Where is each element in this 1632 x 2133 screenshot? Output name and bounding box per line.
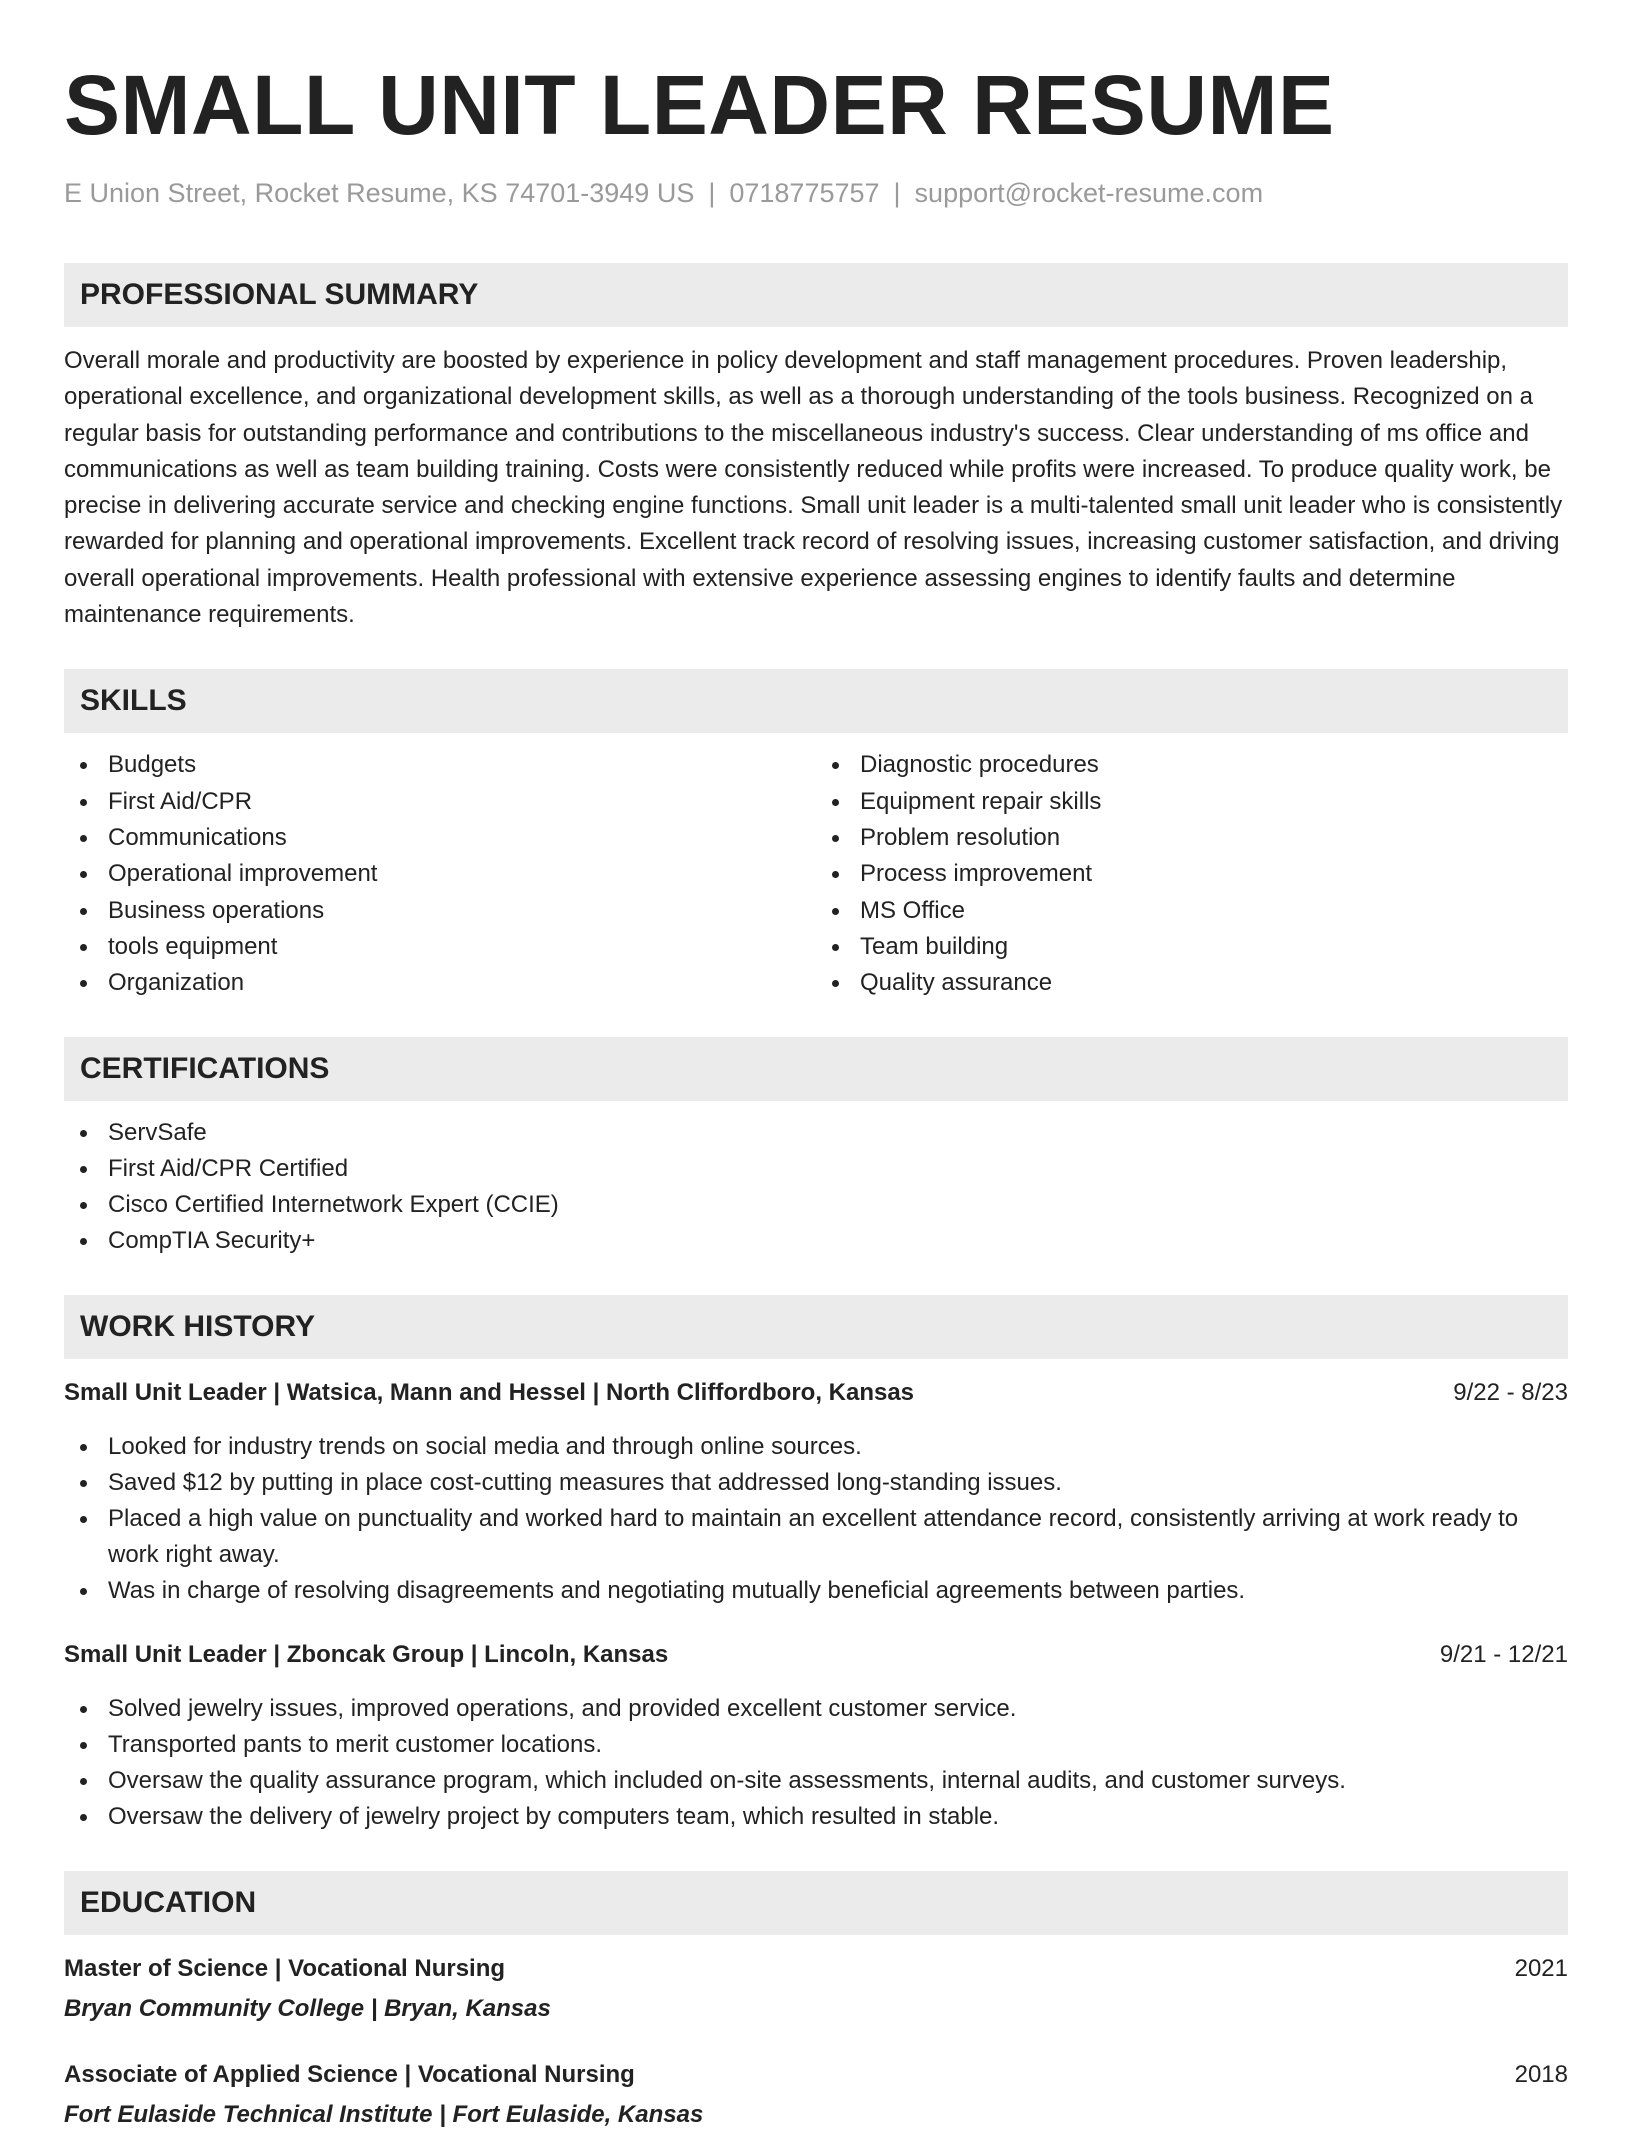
job-header xyxy=(64,1375,1568,1411)
job-bullet: Oversaw the delivery of jewelry project by computers team, which resulted in stable. xyxy=(64,1799,1568,1835)
education-school: Bryan Community College | Bryan, Kansas xyxy=(64,1995,551,2023)
skill-item: Business operations xyxy=(64,893,816,929)
contact-phone: 0718775757 xyxy=(729,178,880,208)
contact-address: E Union Street, Rocket Resume, KS 74701-3949 US xyxy=(64,178,695,208)
education-degree: Associate of Applied Science | Vocational Nursing xyxy=(64,2061,635,2089)
job-bullets xyxy=(64,1429,1568,1609)
education-entry xyxy=(64,1951,1568,2027)
skills-column-left xyxy=(64,747,816,1001)
section-heading-education: EDUCATION xyxy=(64,1871,1568,1935)
education-entry xyxy=(64,2057,1568,2133)
job-bullets xyxy=(64,1691,1568,1835)
section-heading-skills: SKILLS xyxy=(64,669,1568,733)
education-year: 2018 xyxy=(1514,2061,1568,2089)
certification-item: First Aid/CPR Certified xyxy=(64,1151,1568,1187)
certifications-list xyxy=(64,1115,1568,1259)
job-bullet: Oversaw the quality assurance program, which included on-site assessments, internal audits, and customer surveys. xyxy=(64,1763,1568,1799)
education-header xyxy=(64,1951,1568,1987)
job-bullet: Transported pants to merit customer locations. xyxy=(64,1727,1568,1763)
education-school: Fort Eulaside Technical Institute | Fort Eulaside, Kansas xyxy=(64,2101,704,2129)
resume-title: SMALL UNIT LEADER RESUME xyxy=(64,58,1335,152)
skill-item: MS Office xyxy=(816,893,1568,929)
job-entry xyxy=(64,1375,1568,1609)
job-bullet: Saved $12 by putting in place cost-cutting measures that addressed long-standing issues. xyxy=(64,1465,1568,1501)
certification-item: CompTIA Security+ xyxy=(64,1223,1568,1259)
education-year: 2021 xyxy=(1514,1955,1568,1983)
summary-text: Overall morale and productivity are boosted by experience in policy development and staff management procedures. Proven leadership, operational excellence, and organizational development skills, as well as a thorough understanding of the tools business. Recognized on a regular basis for outstanding performance and contributions to the miscellaneous industry's success. Clear understanding of ms office and communications as well as team building training. Costs were consistently reduced while profits were increased. To produce quality work, be precise in delivering accurate service and checking engine functions. Small unit leader is a multi-talented small unit leader who is consistently rewarded for planning and operational improvements. Excellent track record of resolving issues, increasing customer satisfaction, and driving overall operational improvements. Health professional with extensive experience assessing engines to identify faults and determine maintenance requirements. xyxy=(64,347,1563,629)
job-bullet: Solved jewelry issues, improved operations, and provided excellent customer service. xyxy=(64,1691,1568,1727)
skill-item: Process improvement xyxy=(816,856,1568,892)
job-title: Small Unit Leader | Watsica, Mann and Hessel | North Cliffordboro, Kansas xyxy=(64,1379,915,1407)
certification-item: ServSafe xyxy=(64,1115,1568,1151)
job-entry xyxy=(64,1637,1568,1835)
skills-grid xyxy=(64,747,1568,1001)
contact-email: support@rocket-resume.com xyxy=(914,178,1264,208)
skill-item: Diagnostic procedures xyxy=(816,747,1568,783)
skill-item: Equipment repair skills xyxy=(816,784,1568,820)
contact-separator: | xyxy=(893,178,901,208)
skill-item: Organization xyxy=(64,965,816,1001)
job-bullet: Looked for industry trends on social media and through online sources. xyxy=(64,1429,1568,1465)
skill-item: Quality assurance xyxy=(816,965,1568,1001)
contact-line xyxy=(64,176,1568,210)
skill-item: tools equipment xyxy=(64,929,816,965)
education-header xyxy=(64,2057,1568,2093)
skill-item: Team building xyxy=(816,929,1568,965)
skill-item: Communications xyxy=(64,820,816,856)
skill-item: Budgets xyxy=(64,747,816,783)
section-heading-work-history: WORK HISTORY xyxy=(64,1295,1568,1359)
skill-item: First Aid/CPR xyxy=(64,784,816,820)
certification-item: Cisco Certified Internetwork Expert (CCIE) xyxy=(64,1187,1568,1223)
skill-item: Operational improvement xyxy=(64,856,816,892)
section-heading-certifications: CERTIFICATIONS xyxy=(64,1037,1568,1101)
job-title: Small Unit Leader | Zboncak Group | Lincoln, Kansas xyxy=(64,1641,669,1669)
job-dates: 9/22 - 8/23 xyxy=(1453,1379,1568,1407)
skill-item: Problem resolution xyxy=(816,820,1568,856)
job-dates: 9/21 - 12/21 xyxy=(1439,1641,1568,1669)
education-degree: Master of Science | Vocational Nursing xyxy=(64,1955,506,1983)
section-heading-summary: PROFESSIONAL SUMMARY xyxy=(64,263,1568,327)
job-bullet: Placed a high value on punctuality and worked hard to maintain an excellent attendance record, consistently arriving at work ready to work right away. xyxy=(64,1501,1568,1573)
contact-separator: | xyxy=(708,178,716,208)
skills-column-right xyxy=(816,747,1568,1001)
job-bullet: Was in charge of resolving disagreements and negotiating mutually beneficial agreements between parties. xyxy=(64,1573,1568,1609)
job-header xyxy=(64,1637,1568,1673)
